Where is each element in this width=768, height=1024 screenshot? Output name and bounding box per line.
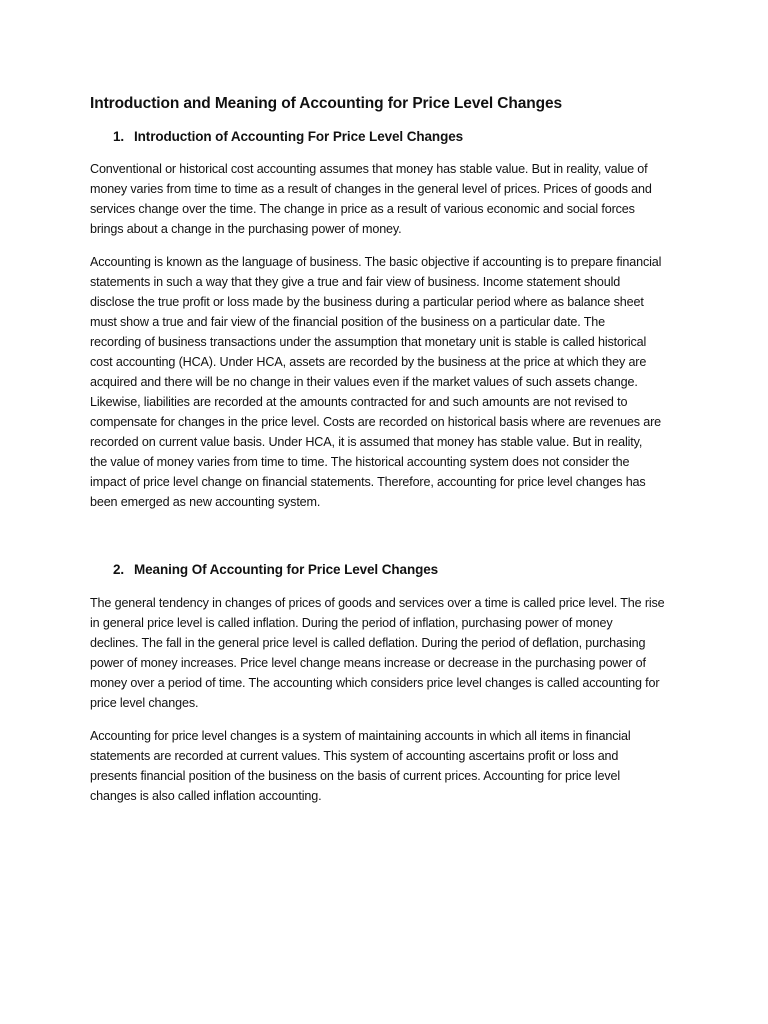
paragraph-line: presents financial position of the business on the basis of current prices. Accounting for price level [90,769,621,783]
section-number: 1. [113,129,125,144]
document-title: Introduction and Meaning of Accounting for Price Level Changes [90,95,563,112]
paragraph-line: recording of business transactions under the assumption that monetary unit is stable is called historical [90,335,647,349]
paragraph-line: impact of price level change on financial statements. Therefore, accounting for price level changes has [90,475,646,489]
section-heading-text: Introduction of Accounting For Price Level Changes [134,129,464,144]
section-number: 2. [113,562,125,577]
paragraph-line: Conventional or historical cost accounting assumes that money has stable value. But in reality, value of [90,162,648,176]
paragraph-line: price level changes. [90,696,199,710]
paragraph [90,159,688,239]
paragraph-line: declines. The fall in the general price level is called deflation. During the period of deflation, purchasing [90,636,646,650]
paragraph-line: acquired and there will be no change in their values even if the market values of such assets change. [90,375,638,389]
paragraph-line: power of money increases. Price level change means increase or decrease in the purchasing power of [90,656,646,670]
paragraph-line: compensate for changes in the price level. Costs are recorded on historical basis where are revenues are [90,415,662,429]
paragraph-line: been emerged as new accounting system. [90,495,321,509]
paragraph-line: The general tendency in changes of prices of goods and services over a time is called price level. The rise [90,596,665,610]
paragraph [90,252,688,512]
paragraph-line: recorded on current value basis. Under HCA, it is assumed that money has stable value. But in reality, [90,435,643,449]
section-heading [90,560,688,580]
paragraph-line: brings about a change in the purchasing power of money. [90,222,402,236]
paragraph-line: money varies from time to time as a result of changes in the general level of prices. Prices of goods and [90,182,652,196]
paragraph-line: disclose the true profit or loss made by the business during a particular period where as balance sheet [90,295,644,309]
section-introduction [90,127,688,512]
paragraph-line: cost accounting (HCA). Under HCA, assets are recorded by the business at the price at which they are [90,355,647,369]
paragraph-line: services change over the time. The change in price as a result of various economic and social forces [90,202,635,216]
paragraph [90,593,688,713]
paragraph-line: Accounting for price level changes is a system of maintaining accounts in which all items in financial [90,729,631,743]
section-meaning [90,560,688,806]
paragraph-line: changes is also called inflation accounting. [90,789,322,803]
paragraph-line: Accounting is known as the language of business. The basic objective if accounting is to prepare financial [90,255,662,269]
paragraph-line: statements in such a way that they give a true and fair view of business. Income statement should [90,275,621,289]
section-heading [90,127,688,147]
paragraph [90,726,688,806]
section-heading-text: Meaning Of Accounting for Price Level Changes [134,562,439,577]
paragraph-line: the value of money varies from time to time. The historical accounting system does not consider the [90,455,630,469]
paragraph-line: in general price level is called inflation. During the period of inflation, purchasing power of money [90,616,613,630]
paragraph-line: money over a period of time. The accounting which considers price level changes is called accounting for [90,676,660,690]
paragraph-line: Likewise, liabilities are recorded at the amounts contracted for and such amounts are not revised to [90,395,628,409]
paragraph-line: statements are recorded at current values. This system of accounting ascertains profit or loss and [90,749,619,763]
paragraph-line: must show a true and fair view of the financial position of the business on a particular date. The [90,315,606,329]
